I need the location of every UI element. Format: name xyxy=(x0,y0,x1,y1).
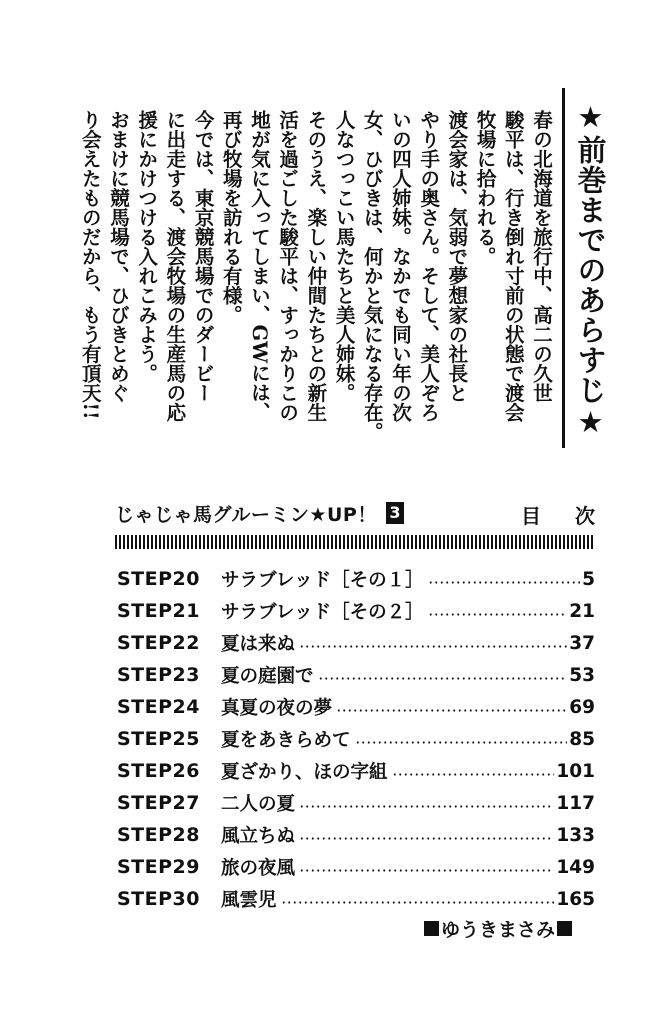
toc-chapter-title: 旅の夜風 xyxy=(221,858,296,879)
title-row xyxy=(115,500,629,530)
toc-leader-dots xyxy=(281,901,555,904)
toc-leader-dots xyxy=(336,709,567,712)
toc-chapter-title: 夏は来ぬ xyxy=(221,634,296,655)
barcode-rule xyxy=(115,535,593,549)
toc-leader-dots xyxy=(428,613,568,616)
contents-label: 目次 xyxy=(521,504,629,528)
toc-page-number: 85 xyxy=(569,728,595,750)
toc-page-number: 53 xyxy=(569,664,595,686)
synopsis-line: いの四人姉妹。なかでも同い年の次 xyxy=(388,110,412,422)
volume-badge: 3 xyxy=(386,502,404,524)
toc-chapter-title: サラブレッド［その１］ xyxy=(221,570,424,591)
toc-page-number: 133 xyxy=(556,824,595,846)
toc-leader-dots xyxy=(428,581,581,584)
toc-step-label: STEP21 xyxy=(117,600,200,622)
toc-chapter-title: 風雲児 xyxy=(221,890,277,911)
toc-row[interactable] xyxy=(117,627,595,659)
toc-row[interactable] xyxy=(117,755,595,787)
synopsis-body xyxy=(78,110,555,444)
toc-step-label: STEP29 xyxy=(117,856,200,878)
toc-leader-dots xyxy=(318,677,568,680)
synopsis-line: に出走する、渡会牧場の生産馬の応 xyxy=(163,110,187,422)
synopsis-heading: ★前巻までのあらすじ★ xyxy=(573,100,608,440)
toc-row[interactable] xyxy=(117,723,595,755)
toc-chapter-title: 真夏の夜の夢 xyxy=(221,698,333,719)
toc-page-number: 149 xyxy=(556,856,595,878)
synopsis-line: 春の北海道を旅行中、高二の久世 xyxy=(530,110,553,403)
toc-page-number: 69 xyxy=(569,696,595,718)
toc-chapter-title: 夏をあきらめて xyxy=(221,730,351,751)
toc-leader-dots xyxy=(355,741,568,744)
toc-step-label: STEP23 xyxy=(117,664,200,686)
synopsis-line: 牧場に拾われる。 xyxy=(473,110,497,266)
toc-step-label: STEP20 xyxy=(117,568,200,590)
toc-row[interactable] xyxy=(117,659,595,691)
toc-row[interactable] xyxy=(117,819,595,851)
toc-page-number: 5 xyxy=(582,568,595,590)
toc-leader-dots xyxy=(299,869,554,872)
toc-step-label: STEP25 xyxy=(117,728,200,750)
synopsis-line: 地が気に入ってしまい、GWには、 xyxy=(247,110,271,422)
toc-chapter-title: 二人の夏 xyxy=(221,794,296,815)
toc-row[interactable] xyxy=(117,595,595,627)
toc-row[interactable] xyxy=(117,851,595,883)
author-credit xyxy=(424,915,572,942)
toc-step-label: STEP30 xyxy=(117,888,200,910)
synopsis-line: り会えたものだから、もう有頂天!! xyxy=(78,110,102,420)
author-name: ゆうきまさみ xyxy=(441,919,556,941)
toc-page-number: 101 xyxy=(556,760,595,782)
synopsis-line: おまけに競馬場で、ひびきとめぐ xyxy=(106,110,130,403)
square-mark-left xyxy=(424,921,439,936)
toc-chapter-title: 夏ざかり、ほの字組 xyxy=(221,762,388,783)
toc-page-number: 21 xyxy=(569,600,595,622)
toc-leader-dots xyxy=(299,645,567,648)
synopsis-line: 人なつっこい馬たちと美人姉妹。 xyxy=(332,110,356,403)
book-title: じゃじゃ馬グルーミン★UP！ xyxy=(115,504,377,526)
synopsis-line: そのうえ、楽しい仲間たちとの新生 xyxy=(304,110,328,422)
synopsis-line: 渡会家は、気弱で夢想家の社長と xyxy=(445,110,469,403)
toc-step-label: STEP28 xyxy=(117,824,200,846)
synopsis-section xyxy=(78,88,630,448)
toc-chapter-title: 風立ちぬ xyxy=(221,826,296,847)
toc-row[interactable] xyxy=(117,787,595,819)
table-of-contents xyxy=(117,563,595,915)
toc-page-number: 165 xyxy=(556,888,595,910)
toc-step-label: STEP27 xyxy=(117,792,200,814)
synopsis-divider xyxy=(562,88,565,448)
toc-step-label: STEP24 xyxy=(117,696,200,718)
toc-leader-dots xyxy=(392,773,555,776)
synopsis-line: 女、ひびきは、何かと気になる存在。 xyxy=(360,110,384,442)
toc-row[interactable] xyxy=(117,691,595,723)
synopsis-line: 今では、東京競馬場でのダービー xyxy=(191,110,215,403)
synopsis-line: 再び牧場を訪れる有様。 xyxy=(219,110,243,325)
toc-leader-dots xyxy=(299,805,554,808)
toc-leader-dots xyxy=(299,837,554,840)
square-mark-right xyxy=(557,921,572,936)
toc-chapter-title: サラブレッド［その２］ xyxy=(221,602,424,623)
synopsis-line: 駿平は、行き倒れ寸前の状態で渡会 xyxy=(501,110,525,422)
toc-row[interactable] xyxy=(117,883,595,915)
toc-page-number: 37 xyxy=(569,632,595,654)
toc-step-label: STEP22 xyxy=(117,632,200,654)
toc-row[interactable] xyxy=(117,563,595,595)
synopsis-line: 活を過ごした駿平は、すっかりこの xyxy=(276,110,300,422)
synopsis-line: 援にかけつける入れこみよう。 xyxy=(135,110,159,383)
toc-chapter-title: 夏の庭園で xyxy=(221,666,314,687)
synopsis-line: やり手の奥さん。そして、美人ぞろ xyxy=(417,110,441,422)
toc-step-label: STEP26 xyxy=(117,760,200,782)
toc-page-number: 117 xyxy=(556,792,595,814)
